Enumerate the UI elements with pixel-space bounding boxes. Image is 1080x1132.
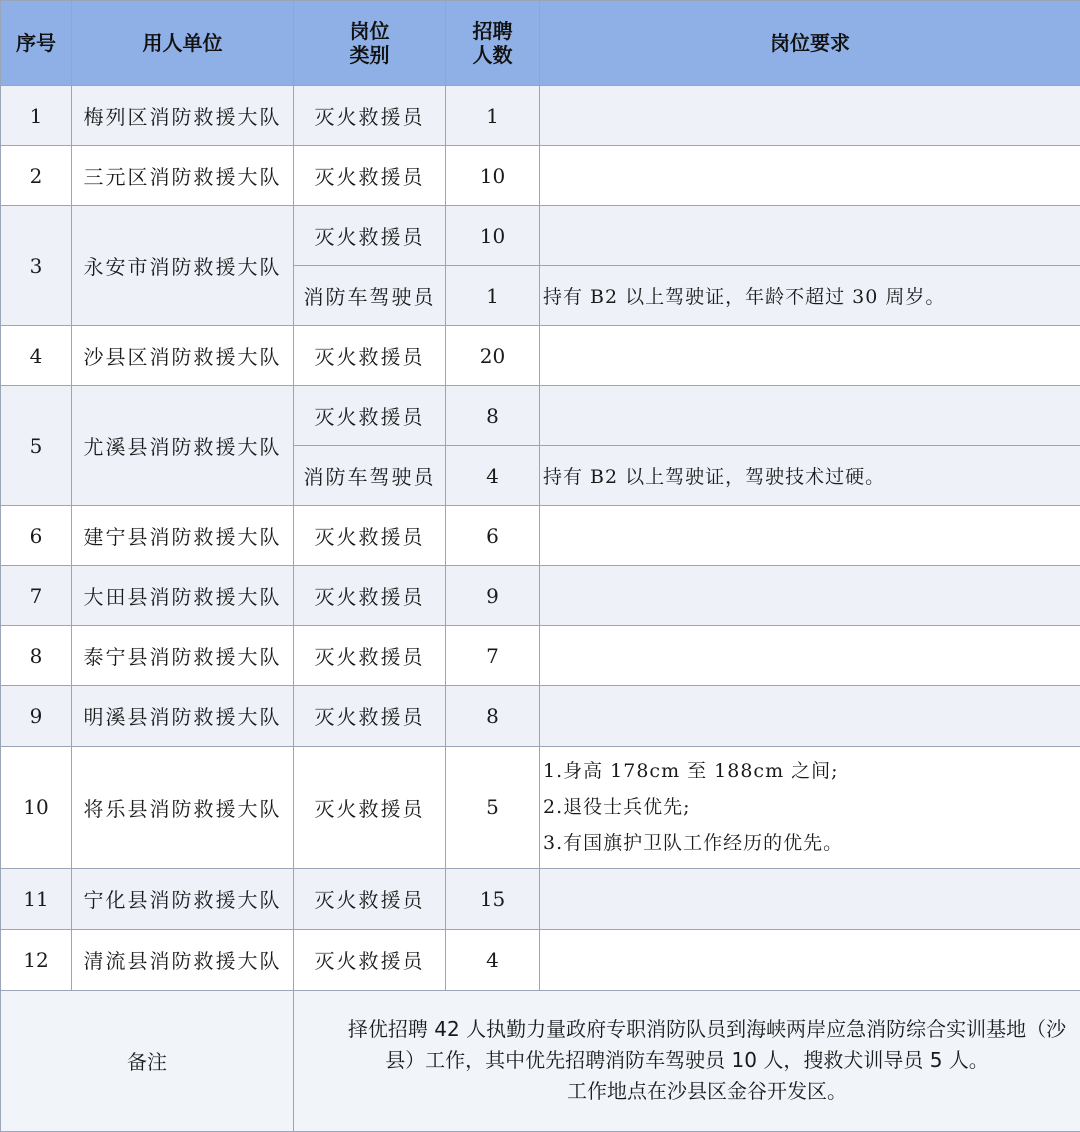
cell-category: 灭火救援员 (294, 206, 446, 266)
header-row (1, 1, 1080, 86)
cell-unit: 大田县消防救援大队 (72, 566, 294, 626)
table-row (1, 746, 1080, 868)
cell-requirement (540, 146, 1080, 206)
cell-unit: 三元区消防救援大队 (72, 146, 294, 206)
cell-requirement: 持有 B2 以上驾驶证，驾驶技术过硬。 (540, 446, 1080, 506)
cell-requirement: 持有 B2 以上驾驶证，年龄不超过 30 周岁。 (540, 266, 1080, 326)
cell-count: 20 (446, 326, 540, 386)
cell-category: 灭火救援员 (294, 746, 446, 868)
remark-row (1, 990, 1080, 1131)
table-row (1, 86, 1080, 146)
table-row (1, 868, 1080, 929)
cell-count: 15 (446, 868, 540, 929)
cell-requirement (540, 868, 1080, 929)
cell-requirement (540, 929, 1080, 990)
cell-seq: 5 (1, 386, 72, 506)
cell-category: 灭火救援员 (294, 626, 446, 686)
header-category: 岗位 类别 (294, 1, 446, 86)
table-row (1, 506, 1080, 566)
remark-label: 备注 (1, 990, 294, 1131)
cell-seq: 4 (1, 326, 72, 386)
cell-count: 8 (446, 386, 540, 446)
cell-category: 灭火救援员 (294, 506, 446, 566)
cell-requirement (540, 566, 1080, 626)
cell-seq: 7 (1, 566, 72, 626)
table-row (1, 146, 1080, 206)
cell-count: 4 (446, 446, 540, 506)
cell-category: 灭火救援员 (294, 686, 446, 746)
cell-count: 10 (446, 146, 540, 206)
header-unit: 用人单位 (72, 1, 294, 86)
requirement-line: 1.身高 178cm 至 188cm 之间; (543, 760, 839, 783)
cell-unit: 清流县消防救援大队 (72, 929, 294, 990)
cell-seq: 10 (1, 746, 72, 868)
cell-category: 灭火救援员 (294, 566, 446, 626)
cell-requirement (540, 206, 1080, 266)
remark-paragraph: 择优招聘 42 人执勤力量政府专职消防队员到海峡两岸应急消防综合实训基地（沙县）工作，其中优先招聘消防车驾驶员 10 人，搜救犬训导员 5 人。 (347, 1017, 1067, 1073)
cell-count: 7 (446, 626, 540, 686)
cell-unit: 宁化县消防救援大队 (72, 868, 294, 929)
cell-category: 消防车驾驶员 (294, 446, 446, 506)
cell-category: 灭火救援员 (294, 86, 446, 146)
cell-unit: 梅列区消防救援大队 (72, 86, 294, 146)
header-requirement: 岗位要求 (540, 1, 1080, 86)
cell-unit: 泰宁县消防救援大队 (72, 626, 294, 686)
cell-requirement (540, 86, 1080, 146)
cell-requirement (540, 506, 1080, 566)
cell-seq: 12 (1, 929, 72, 990)
cell-unit: 建宁县消防救援大队 (72, 506, 294, 566)
cell-seq: 2 (1, 146, 72, 206)
requirement-line: 3.有国旗护卫队工作经历的优先。 (543, 832, 844, 855)
cell-count: 10 (446, 206, 540, 266)
cell-seq: 9 (1, 686, 72, 746)
remark-text (294, 990, 1080, 1131)
cell-seq: 6 (1, 506, 72, 566)
cell-category: 灭火救援员 (294, 929, 446, 990)
cell-count: 9 (446, 566, 540, 626)
cell-requirement (540, 326, 1080, 386)
cell-requirement (540, 686, 1080, 746)
cell-requirement (540, 626, 1080, 686)
table-row (1, 386, 1080, 446)
cell-category: 灭火救援员 (294, 326, 446, 386)
cell-unit: 永安市消防救援大队 (72, 206, 294, 326)
header-count: 招聘 人数 (446, 1, 540, 86)
table-row (1, 206, 1080, 266)
header-seq: 序号 (1, 1, 72, 86)
cell-unit: 沙县区消防救援大队 (72, 326, 294, 386)
cell-unit: 将乐县消防救援大队 (72, 746, 294, 868)
cell-count: 6 (446, 506, 540, 566)
table-row (1, 626, 1080, 686)
table-row (1, 686, 1080, 746)
cell-seq: 3 (1, 206, 72, 326)
requirement-line: 2.退役士兵优先; (543, 796, 691, 819)
cell-category: 灭火救援员 (294, 146, 446, 206)
cell-requirement (540, 746, 1080, 868)
table-row (1, 929, 1080, 990)
cell-seq: 1 (1, 86, 72, 146)
cell-count: 1 (446, 86, 540, 146)
table-row (1, 566, 1080, 626)
cell-requirement (540, 386, 1080, 446)
cell-count: 5 (446, 746, 540, 868)
cell-unit: 明溪县消防救援大队 (72, 686, 294, 746)
cell-seq: 11 (1, 868, 72, 929)
cell-category: 灭火救援员 (294, 868, 446, 929)
table-row (1, 326, 1080, 386)
cell-count: 4 (446, 929, 540, 990)
cell-unit: 尤溪县消防救援大队 (72, 386, 294, 506)
remark-paragraph: 工作地点在沙县区金谷开发区。 (567, 1079, 847, 1104)
cell-count: 8 (446, 686, 540, 746)
cell-category: 灭火救援员 (294, 386, 446, 446)
cell-seq: 8 (1, 626, 72, 686)
cell-category: 消防车驾驶员 (294, 266, 446, 326)
cell-count: 1 (446, 266, 540, 326)
